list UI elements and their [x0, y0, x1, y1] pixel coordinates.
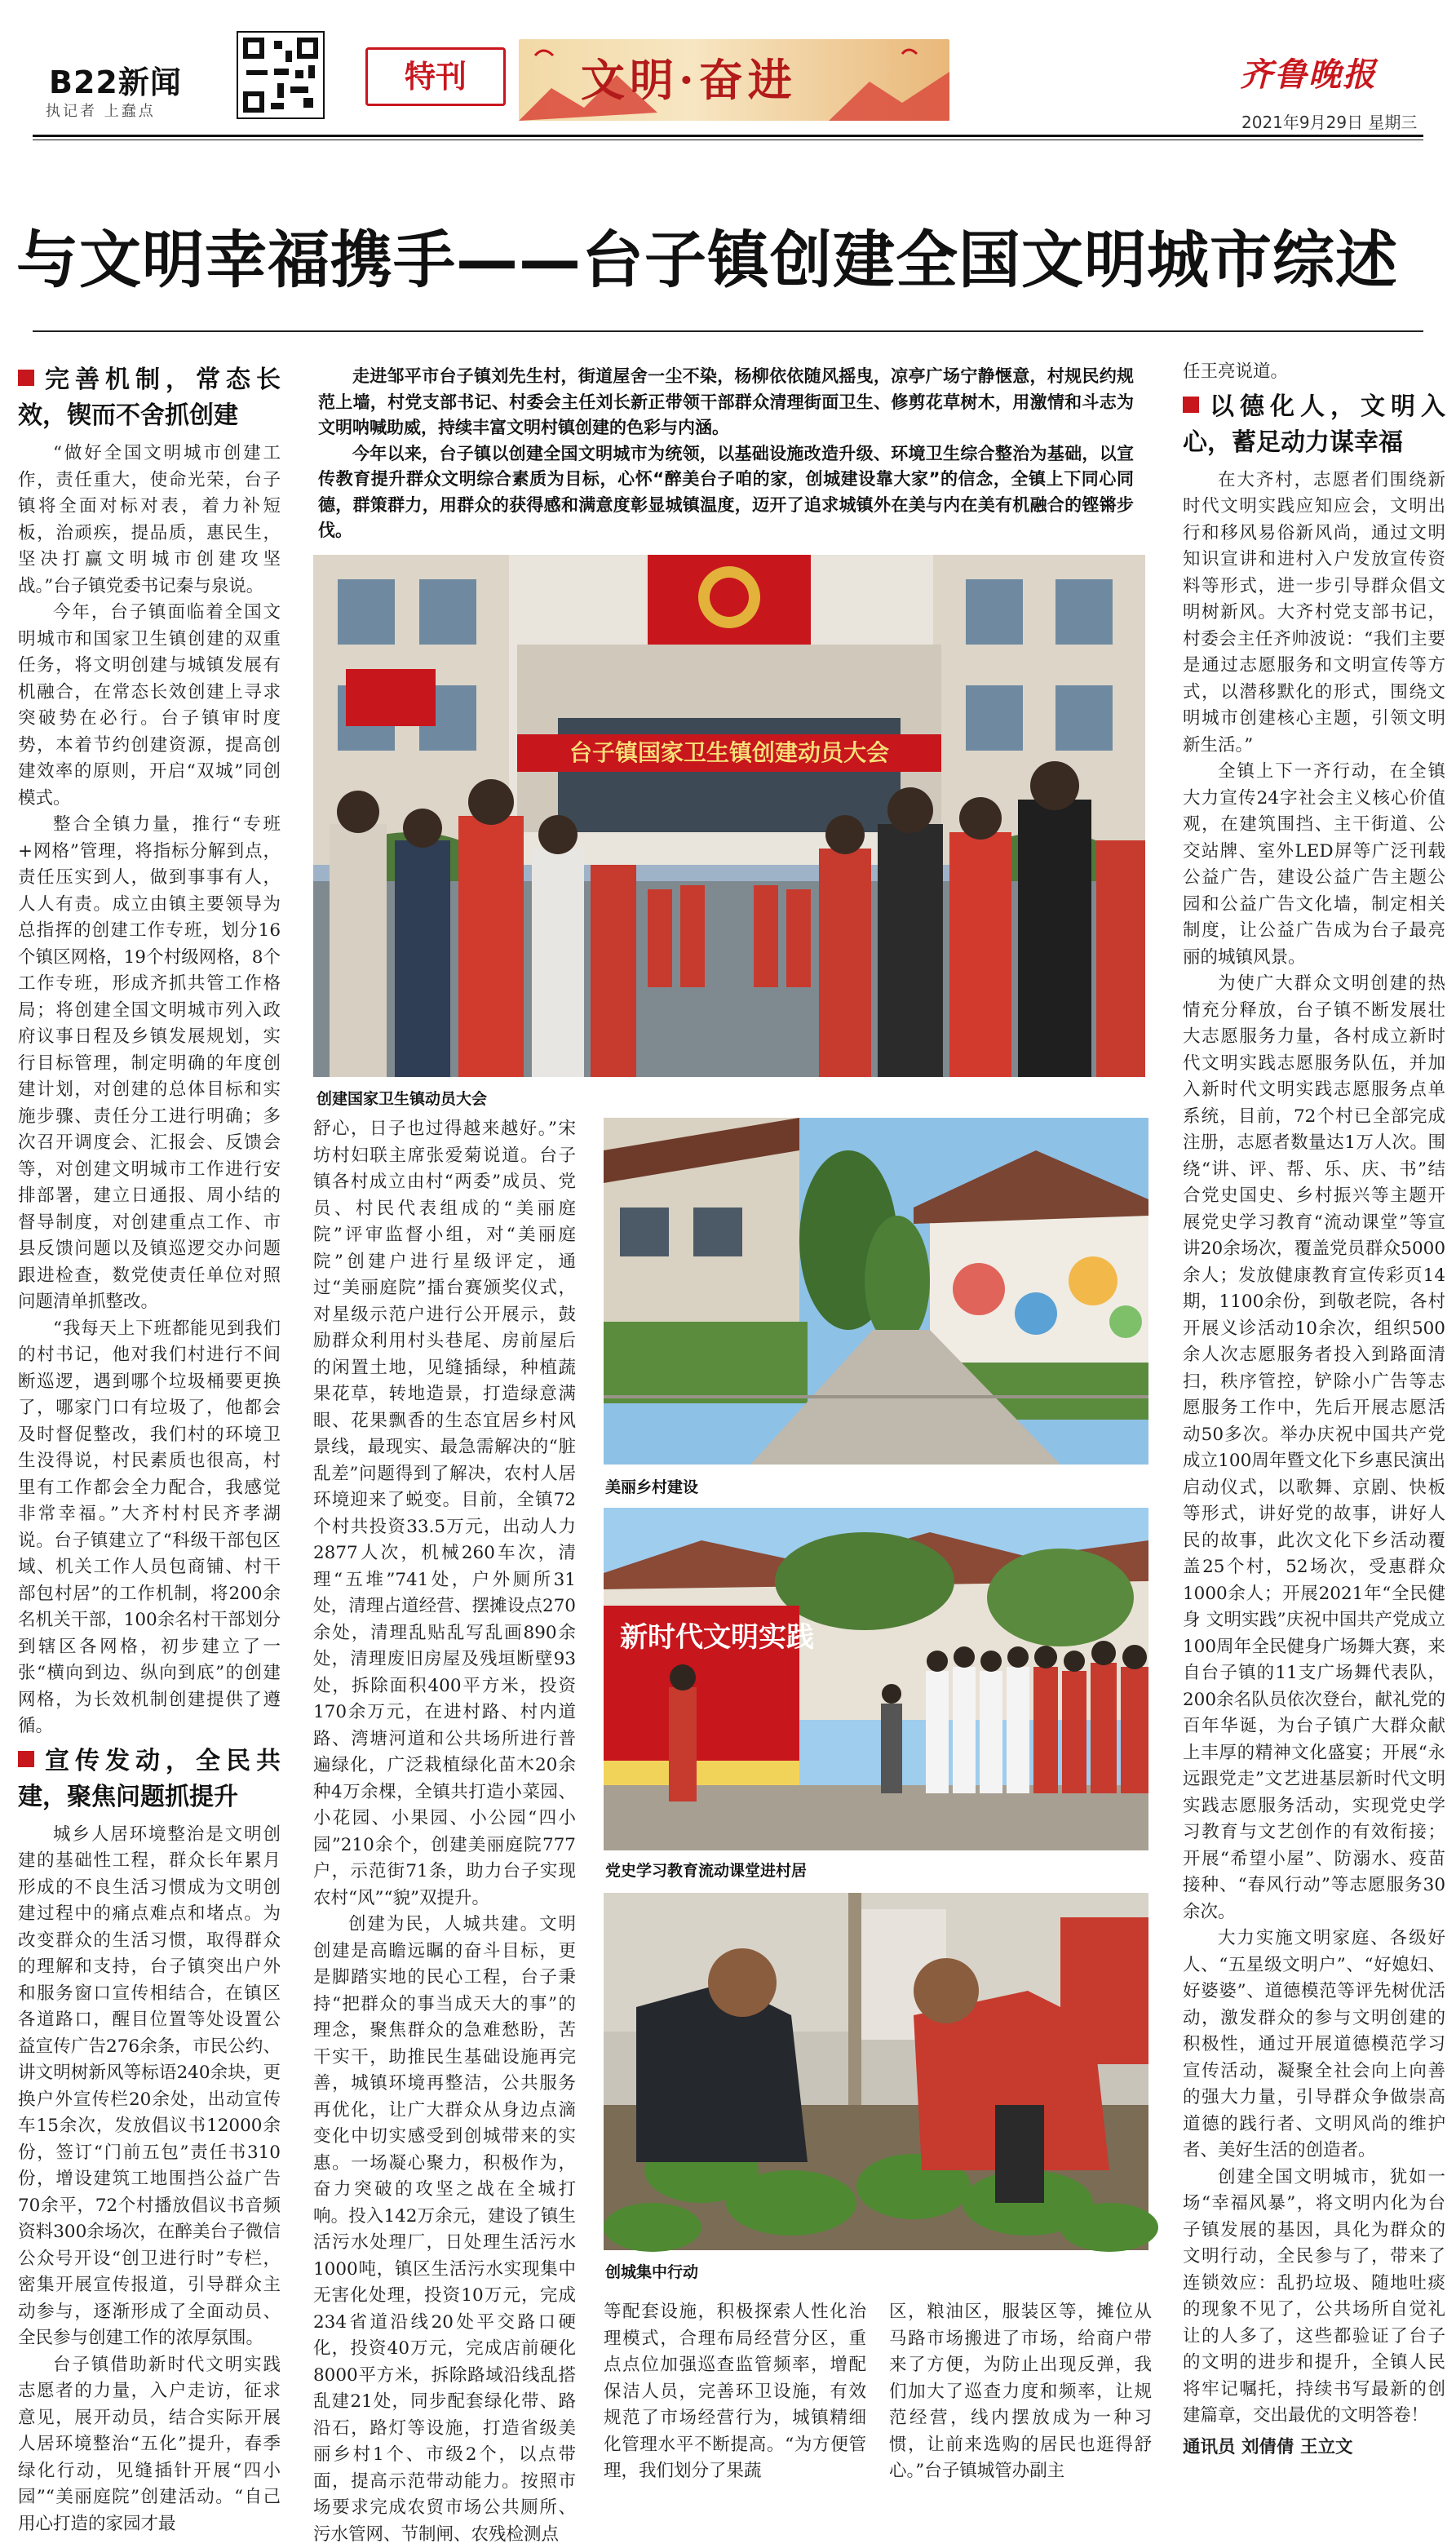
caption-photo-3: 党史学习教育流动课堂进村居	[605, 1862, 808, 1880]
column-5	[1183, 359, 1445, 2488]
caption-photo-4: 创城集中行动	[605, 2263, 699, 2281]
paragraph: 等配套设施，积极探索人性化治理模式，合理布局经营分区，重点点位加强巡查监管频率，增配保洁人员，完善环卫设施，有效规范了市场经营行为，城镇精细化管理水平不断提高。“为方便管理，我们划分了果蔬	[604, 2302, 866, 2481]
special-edition-label: 特刊	[365, 47, 506, 106]
lead-paragraph: 今年以来，台子镇以创建全国文明城市为统领，以基础设施改造升级、环境卫生综合整治为基础，以宣传教育提升群众文明综合素质为目标，心怀“醉美台子咱的家，创城建设靠大家”的信念，全镇上下同心同德，群策群力，用群众的获得感和满意度彰显城镇温度，迈开了追求城镇外在美与内在美有机融合的铿锵步伐。	[318, 443, 1134, 540]
column-4	[889, 2299, 1152, 2488]
paragraph: “做好全国文明城市创建工作，责任重大，使命光荣，台子镇将全面对标对表，着力补短板，治顽疾，提品质，惠民生，坚决打赢文明城市创建攻坚战。”台子镇党委书记秦与泉说。	[18, 443, 281, 596]
paragraph: 今年，台子镇面临着全国文明城市和国家卫生镇创建的双重任务，将文明创建与城镇发展有机融合，在常态长效创建上寻求突破势在必行。台子镇审时度势，本着节约创建资源，提高创建效率的原则，开启“双城”同创模式。	[18, 602, 281, 809]
paragraph: 全镇上下一齐行动，在全镇大力宣传24字社会主义核心价值观，在建筑围挡、主干街道、公交站牌、室外LED屏等广泛刊载公益广告，建设公益广告主题公园和公益广告文化墙，制定相关制度，让公益广告成为台子最亮丽的城镇风景。	[1183, 761, 1445, 968]
qr-code-icon	[237, 31, 325, 119]
paragraph: “我每天上下班都能见到我们的村书记，他对我们村进行不间断巡逻，遇到哪个垃圾桶要更换了，哪家门口有垃圾了，他都会及时督促整改，我们村的环境卫生没得说，村民素质也很高，村里有工作都会全力配合，我感觉非常幸福。”大齐村村民齐孝湖说。台子镇建立了“科级干部包区域、机关工作人员包商铺、村干部包村居”的工作机制，将200余名机关干部，100余名村干部划分到辖区各网格，初步建立了一张“横向到边、纵向到底”的创建网格，为长效机制创建提供了遵循。	[18, 1318, 281, 1736]
subheading-2: 宣传发动，全民共建，聚焦问题抓提升	[18, 1746, 281, 1811]
paragraph: 整合全镇力量，推行“专班+网格”管理，将指标分解到点，责任压实到人，做到事事有人，人人有责。成立由镇主要领导为总指挥的创建工作专班，划分16个镇区网格，19个村级网格，8个工作专班，形成齐抓共管工作格局；将创建全国文明城市列入政府议事日程及乡镇发展规划，实行目标管理，制定明确的年度创建计划，对创建的总体目标和实施步骤、责任分工进行明确；多次召开调度会、汇报会、反馈会等，对创建文明城市工作进行安排部署，建立日通报、周小结的督导制度，对创建重点工作、市县反馈问题以及镇巡逻交办问题跟进检查，数党使责任单位对照问题清单抓整改。	[18, 814, 281, 1312]
subheading-3: 以德化人，文明入心，蓄足动力谋幸福	[1183, 392, 1445, 457]
paragraph: 为使广大群众文明创建的热情充分释放，台子镇不断发展壮大志愿服务力量，各村成立新时代文明实践志愿服务队伍，并加入新时代文明实践志愿服务点单系统，目前，72个村已全部完成注册，志愿者数量达1万人次。围绕“讲、评、帮、乐、庆、书”结合党史国史、乡村振兴等主题开展党史学习教育“流动课堂”等宣讲20余场次，覆盖党员群众5000余人；发放健康教育宣传彩页14期，1100余份，到敬老院，各村开展义诊活动10余次，组织500余人次志愿服务者投入到路面清扫，秩序管控，铲除小广告等志愿服务工作中，先后开展志愿活动50多次。举办庆祝中国共产党成立100周年暨文化下乡惠民演出启动仪式，以歌舞、京剧、快板等形式，讲好党的故事，讲好人民的故事，此次文化下乡活动覆盖25个村，52场次，受惠群众1000余人；开展2021年“全民健身 文明实践”庆祝中国共产党成立100周年全民健身广场舞大赛，来自台子镇的11支广场舞代表队，200余名队员依次登台，献礼党的百年华诞，为台子镇广大群众献上丰厚的精神文化盛宴；开展“永远跟党走”文艺进基层新时代文明实践志愿服务活动，实现党史学习教育与文艺创作的有效衔接；开展“希望小屋”、防溺水、疫苗接种、“春风行动”等志愿服务30余次。	[1183, 973, 1445, 1922]
photo-mobilization-meeting	[313, 555, 1145, 1077]
column-2	[313, 1116, 576, 2545]
paragraph: 舒心，日子也过得越来越好。”宋坊村妇联主席张爱菊说道。台子镇各村成立由村“两委”成员、党员、村民代表组成的“美丽庭院”评审监督小组，对“美丽庭院”创建户进行星级评定，通过“美丽庭院”擂台赛颁奖仪式，对星级示范户进行公开展示，鼓励群众利用村头巷尾、房前屋后的闲置土地，见缝插绿，种植蔬果花草，转地造景，打造绿意满眼、花果飘香的生态宜居乡村风景线，最现实、最急需解决的“脏乱差”问题得到了解决，农村人居环境迎来了蜕变。目前，全镇72个村共投资33.5万元，出动人力2877人次，机械260车次，清理“五堆”741处，户外厕所31处，清理占道经营、摆摊设点270余处，清理乱贴乱写乱画890余处，清理废旧房屋及残垣断壁93处，拆除面积400平方米，投资170余万元，在进村路、村内道路、湾塘河道和公共场所进行普遍绿化，广泛栽植绿化苗木20余种4万余棵，全镇共打造小菜园、小花园、小果园、小公园“四小园”210余个，创建美丽庭院777户，示范街71条，助力台子实现农村“风”“貌”双提升。	[313, 1119, 576, 1908]
paragraph: 台子镇借助新时代文明实践志愿者的力量，入户走访，征求意见，展开动员，结合实际开展人居环境整治“五化”提升，春季绿化行动，见缝插针开展“四小园”“美丽庭院”创建活动。“自己用心打造的家园才最	[18, 2354, 281, 2534]
paragraph: 创建全国文明城市，犹如一场“幸福风暴”，将文明内化为台子镇发展的基因，具化为群众的文明行动，全民参与了，带来了连锁效应：乱扔垃圾、随地吐痰的现象不见了，公共场所自觉礼让的人多了，这些都验证了台子的文明的进步和提升，全镇人民将牢记嘱托，持续书写最新的创建篇章，交出最优的文明答卷！	[1183, 2166, 1445, 2426]
caption-photo-1: 创建国家卫生镇动员大会	[316, 1090, 488, 1108]
headline: 与文明幸福携手——台子镇创建全国文明城市综述	[16, 224, 1398, 296]
headline-rule	[33, 330, 1423, 332]
caption-photo-2: 美丽乡村建设	[605, 1478, 699, 1496]
paragraph: 大力实施文明家庭、各级好人、“五星级文明户”、“好媳妇、好婆婆”、道德模范等评先树优活动，激发群众的参与文明创建的积极性，通过开展道德模范学习宣传活动，凝聚全社会向上向善的强大力量，引导群众争做崇高道德的践行者、文明风尚的维护者、美好生活的创造者。	[1183, 1928, 1445, 2160]
byline: 通讯员 刘倩倩 王立文	[1183, 2436, 1353, 2457]
photo-party-history-class	[604, 1508, 1148, 1850]
editors-line: 执记者 上蠢点	[46, 103, 156, 120]
red-square-icon	[18, 370, 34, 386]
paragraph: 区，粮油区，服装区等，摊位从马路市场搬进了市场，给商户带来了方便，为防止出现反弹，我们加大了巡查力度和频率，让规范经营，线内摆放成为一种习惯，让前来选购的居民也逛得舒心。”台子镇城管办副主	[889, 2302, 1152, 2481]
banner-graphic	[519, 39, 949, 121]
publication-date: 2021年9月29日 星期三	[1241, 113, 1418, 132]
paragraph: 创建为民，人城共建。文明创建是高瞻远瞩的奋斗目标，更是脚踏实地的民心工程，台子秉持“把群众的事当成天大的事”的理念，聚焦群众的急难愁盼，苦干实干，助推民生基础设施再完善，城镇环境再整洁，公共服务再优化，让广大群众从身边点滴变化中切实感受到创城带来的实惠。一场凝心聚力，积极作为，奋力突破的攻坚之战在全城打响。投入142万余元，建设了镇生活污水处理厂，日处理生活污水1000吨，镇区生活污水实现集中无害化处理，投资10万元，完成234省道沿线20处平交路口硬化，投资40万元，完成店前硬化8000平方米，拆除路域沿线乱搭乱建21处，同步配套绿化带、路沿石，路灯等设施，打造省级美丽乡村1个、市级2个，以点带面，提高示范带动能力。按照市场要求完成农贸市场公共厕所、污水管网、节制闸、农残检测点	[313, 1914, 576, 2545]
article-lead	[318, 364, 1134, 547]
meeting-banner-text: 台子镇国家卫生镇创建动员大会	[569, 739, 890, 766]
banner-title: 文明·奋进	[581, 54, 797, 106]
column-1	[18, 359, 281, 2534]
newspaper-logo: 齐鲁晚报	[1240, 55, 1377, 94]
column-3	[604, 2299, 866, 2488]
page-number: B22新闻	[49, 64, 182, 100]
paragraph: 任王亮说道。	[1183, 361, 1289, 382]
red-square-icon	[18, 1751, 34, 1767]
lead-paragraph: 走进邹平市台子镇刘先生村，街道屋舍一尘不染，杨柳依依随风摇曳，凉亭广场宁静惬意，村规民约规范上墙，村党支部书记、村委会主任刘长新正带领干部群众清理街面卫生、修剪花草树木，用激情和斗志为文明呐喊助威，持续丰富文明村镇创建的色彩与内涵。	[318, 366, 1134, 437]
board-slogan: 新时代文明实践	[620, 1621, 814, 1654]
paragraph: 城乡人居环境整治是文明创建的基础性工程，群众长年累月形成的不良生活习惯成为文明创建过程中的痛点难点和堵点。为改变群众的生活习惯，取得群众的理解和支持，台子镇突出户外和服务窗口宣传相结合，在镇区各道路口，醒目位置等处设置公益宣传广告276余条，市民公约、讲文明树新风等标语240余块，更换户外宣传栏20余处，出动宣传车15余次，发放倡议书12000余份，签订“门前五包”责任书310份，增设建筑工地围挡公益广告70余平，72个村播放倡议书音频资料300余场次，在醉美台子微信公众号开设“创卫进行时”专栏，密集开展宣传报道，引导群众主动参与，逐渐形成了全面动员、全民参与创建工作的浓厚氛围。	[18, 1823, 281, 2348]
photo-beautiful-village	[604, 1118, 1148, 1465]
photo-concentrated-action	[604, 1893, 1148, 2250]
masthead-rule	[33, 135, 1423, 137]
paragraph: 在大齐村，志愿者们围绕新时代文明实践应知应会，文明出行和移风易俗新风尚，通过文明知识宣讲和进村入户发放宣传资料等形式，进一步引导群众倡文明树新风。大齐村党支部书记，村委会主任齐帅波说：“我们主要是通过志愿服务和文明宣传等方式，以潜移默化的形式，围绕文明城市创建核心主题，引领文明新生活。”	[1183, 469, 1445, 756]
subheading-1: 完善机制，常态长效，锲而不舍抓创建	[18, 366, 281, 430]
red-square-icon	[1183, 397, 1199, 413]
